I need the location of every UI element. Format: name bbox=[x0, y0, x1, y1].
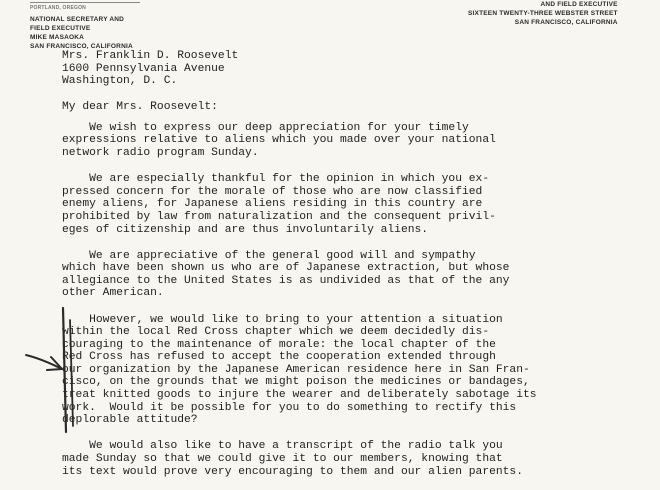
letterhead-left-line: MIKE MASAOKA bbox=[30, 34, 85, 41]
paragraph-line: Red Cross has refused to accept the cooperation extended through bbox=[62, 351, 496, 364]
letterhead-left bbox=[30, 4, 133, 51]
salutation: My dear Mrs. Roosevelt: bbox=[62, 101, 218, 114]
address-line: Washington, D. C. bbox=[62, 75, 178, 88]
paragraph-line: We wish to express our deep appreciation for your timely bbox=[62, 121, 469, 134]
paragraph bbox=[62, 173, 642, 236]
paragraph-line: cisco, on the grounds that we might poison the medicines or bandages, bbox=[62, 376, 530, 389]
paragraph-line: pressed concern for the morale of those who are now classified bbox=[62, 185, 483, 198]
paragraph-line: deplorable attitude? bbox=[62, 414, 198, 427]
paragraph-line: expressions relative to aliens which you made over your national bbox=[62, 134, 496, 147]
paragraph-line: work. Would it be possible for you to do something to rectify this bbox=[62, 401, 517, 414]
paragraph-line: eges of citizenship and are thus involuntarily aliens. bbox=[62, 223, 429, 236]
recipient-address bbox=[62, 50, 642, 88]
paragraph-line: which have been shown us who are of Japanese extraction, but whose bbox=[62, 262, 510, 275]
paragraph-line: couraging to the maintenance of morale: the local chapter of the bbox=[62, 338, 496, 351]
paragraph-line: prohibited by law from naturalization and the consequent privil- bbox=[62, 210, 496, 223]
paragraph-line: We would also like to have a transcript of the radio talk you bbox=[62, 440, 503, 453]
letter-body bbox=[62, 50, 642, 478]
paragraph-red-cross bbox=[62, 314, 642, 427]
paragraph-line: its text would prove very encouraging to them and our alien parents. bbox=[62, 465, 523, 478]
address-line: Mrs. Franklin D. Roosevelt bbox=[62, 50, 239, 62]
letterhead-right bbox=[468, 0, 618, 27]
letterhead-rule bbox=[30, 2, 140, 3]
paragraph bbox=[62, 440, 642, 478]
paragraph-line: We are especially thankful for the opinion in which you ex- bbox=[62, 173, 490, 186]
paragraph-line: allegiance to the United States is as undivided as that of the any bbox=[62, 274, 510, 287]
letterhead-left-line: NATIONAL SECRETARY AND bbox=[30, 16, 125, 23]
paragraph-line: made Sunday so that we could give it to our members, knowing that bbox=[62, 452, 503, 465]
letterhead-left-line: SAN FRANCISCO, CALIFORNIA bbox=[30, 43, 133, 50]
paragraph-line: treat knitted goods to injure the wearer and deliberately sabotage its bbox=[62, 389, 537, 402]
address-line: 1600 Pennsylvania Avenue bbox=[62, 62, 225, 75]
paragraph-line: other American. bbox=[62, 287, 164, 300]
paragraph-line: our organization by the Japanese American residence here in San Fran- bbox=[62, 363, 530, 376]
letterhead-left-top: PORTLAND, OREGON bbox=[30, 5, 86, 11]
paragraph-line: However, we would like to bring to your attention a situation bbox=[62, 313, 503, 326]
letterhead-left-line: FIELD EXECUTIVE bbox=[30, 25, 91, 32]
letterhead-right-line: SAN FRANCISCO, CALIFORNIA bbox=[514, 19, 618, 26]
letterhead-right-line: SIXTEEN TWENTY-THREE WEBSTER STREET bbox=[468, 10, 618, 17]
paragraph bbox=[62, 250, 642, 300]
margin-arrow-icon bbox=[26, 355, 62, 370]
paragraph bbox=[62, 122, 642, 160]
paragraph-line: network radio program Sunday. bbox=[62, 147, 259, 160]
paragraph-line: enemy aliens, for Japanese aliens residing in this country are bbox=[62, 198, 483, 211]
letterhead-right-line: AND FIELD EXECUTIVE bbox=[540, 1, 618, 8]
paragraph-line: within the local Red Cross chapter which we deem decidedly dis- bbox=[62, 326, 490, 339]
paragraph-line: We are appreciative of the general good will and sympathy bbox=[62, 249, 476, 262]
